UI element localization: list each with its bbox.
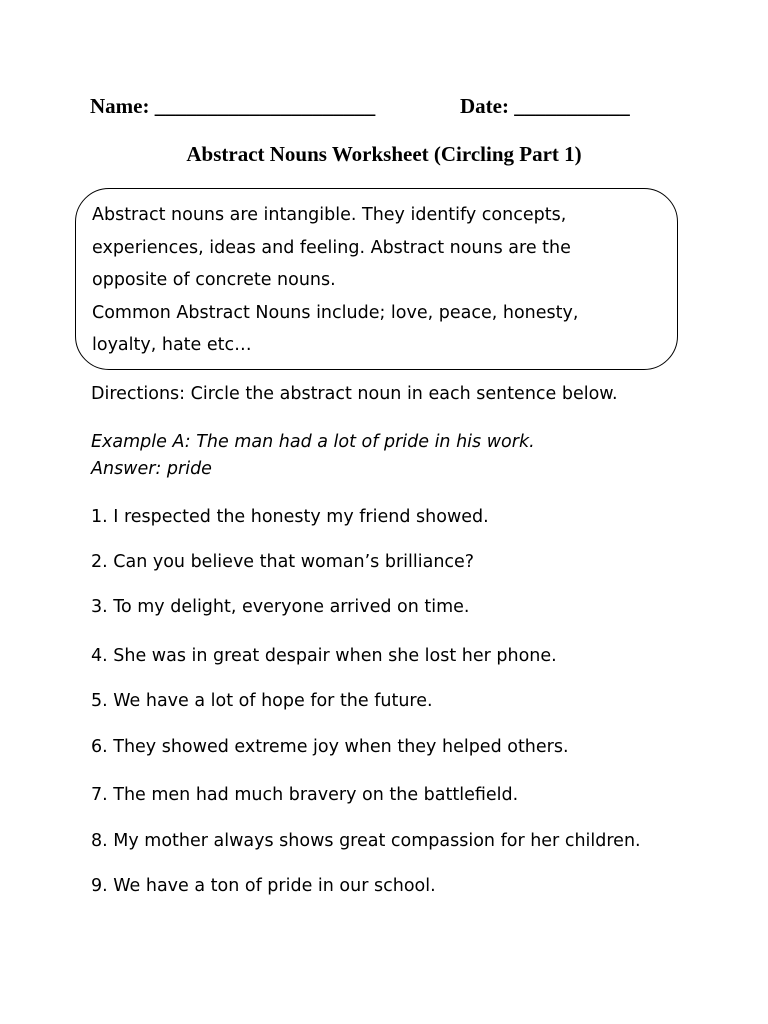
worksheet-title: Abstract Nouns Worksheet (Circling Part 1)	[186, 142, 582, 166]
example-answer: Answer: pride	[91, 459, 212, 479]
question-item: 9. We have a ton of pride in our school.	[91, 876, 436, 896]
definition-line: Abstract nouns are intangible. They identify concepts,	[92, 205, 567, 225]
definition-line: loyalty, hate etc…	[92, 335, 252, 355]
question-item: 6. They showed extreme joy when they helped others.	[91, 737, 569, 757]
directions-text: Directions: Circle the abstract noun in each sentence below.	[91, 384, 618, 404]
question-item: 8. My mother always shows great compassion for her children.	[91, 831, 641, 851]
definition-text	[92, 199, 672, 362]
question-item: 1. I respected the honesty my friend showed.	[91, 507, 489, 527]
question-item: 2. Can you believe that woman’s brilliance?	[91, 552, 475, 572]
question-item: 4. She was in great despair when she lost her phone.	[91, 646, 557, 666]
example-sentence: Example A: The man had a lot of pride in his work.	[91, 432, 535, 452]
definition-line: experiences, ideas and feeling. Abstract nouns are the	[92, 237, 571, 258]
date-field: Date: ___________	[460, 94, 630, 118]
question-item: 5. We have a lot of hope for the future.	[91, 691, 433, 711]
definition-line: opposite of concrete nouns.	[92, 270, 336, 290]
definition-line: Common Abstract Nouns include; love, peace, honesty,	[92, 302, 579, 323]
name-field: Name: _____________________	[90, 94, 376, 118]
question-item: 7. The men had much bravery on the battlefield.	[91, 785, 519, 805]
question-item: 3. To my delight, everyone arrived on time.	[91, 597, 470, 617]
